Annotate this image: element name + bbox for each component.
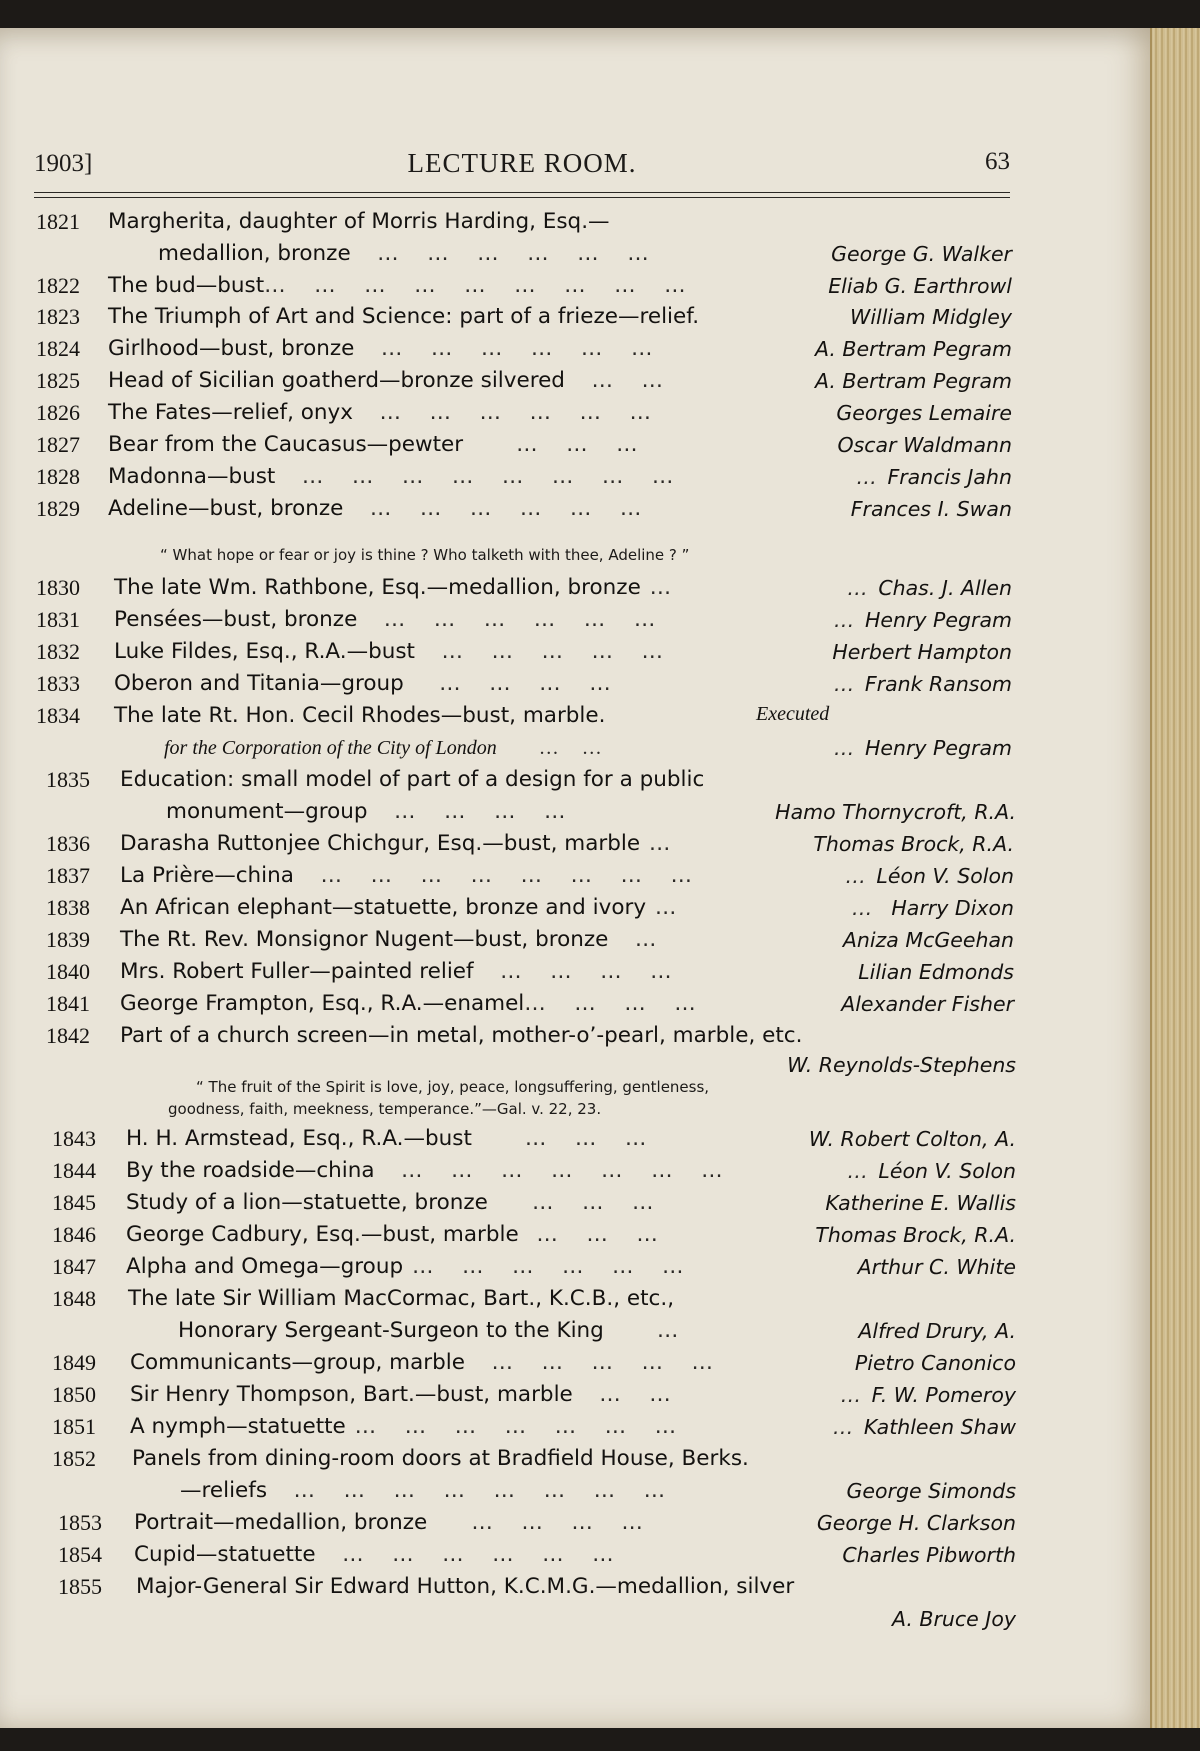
entry-artist: Eliab G. Earthrowl (828, 274, 1012, 298)
entry-artist: Lilian Edmonds (858, 960, 1014, 984)
entry-title: Study of a lion—statuette, bronze … … … (126, 1190, 656, 1215)
header-year: 1903] (34, 150, 93, 177)
page-number: 63 (985, 148, 1010, 175)
entry-title: The late Rt. Hon. Cecil Rhodes—bust, marble. (114, 703, 606, 728)
entry-artist: … Henry Pegram (833, 608, 1012, 632)
entry-artist: Charles Pibworth (842, 1543, 1016, 1567)
entry-number: 1842 (46, 1023, 90, 1048)
entry-title-continued: —reliefs … … … … … … … … (180, 1478, 668, 1503)
entry-number: 1821 (36, 209, 80, 234)
entry-quotation-continued: goodness, faith, meekness, temperance.”—Gal. v. 22, 23. (168, 1100, 602, 1118)
entry-artist: Pietro Canonico (854, 1351, 1016, 1375)
entry-number: 1839 (46, 927, 90, 952)
entry-artist: … Henry Pegram (833, 736, 1012, 760)
entry-title: Alpha and Omega—group … … … … … … (126, 1254, 686, 1279)
entry-title: H. H. Armstead, Esq., R.A.—bust … … … (126, 1126, 649, 1151)
entry-title: An African elephant—statuette, bronze and ivory … (120, 895, 679, 920)
entry-artist: … F. W. Pomeroy (840, 1383, 1016, 1407)
entry-number: 1834 (36, 703, 80, 728)
entry-title: Girlhood—bust, bronze … … … … … … (108, 336, 655, 361)
entry-title: Panels from dining-room doors at Bradfield House, Berks. (132, 1446, 749, 1471)
entry-title: Bear from the Caucasus—pewter … … … (108, 432, 640, 457)
entry-number: 1853 (58, 1510, 102, 1535)
entry-number: 1852 (52, 1446, 96, 1471)
entry-title: Oberon and Titania—group … … … … (114, 671, 613, 696)
entry-title-continued: for the Corporation of the City of London … … (164, 737, 604, 759)
entry-artist: … Frank Ransom (833, 672, 1012, 696)
entry-artist: A. Bertram Pegram (814, 337, 1012, 361)
entry-title: Major-General Sir Edward Hutton, K.C.M.G.—medallion, silver (136, 1574, 795, 1599)
entry-title: By the roadside—china … … … … … … … (126, 1158, 725, 1183)
entry-artist: George G. Walker (831, 242, 1012, 266)
entry-artist: Georges Lemaire (836, 401, 1012, 425)
entry-title-italic: Executed (756, 703, 830, 725)
entry-artist: Thomas Brock, R.A. (815, 1223, 1016, 1247)
entry-title: Darasha Ruttonjee Chichgur, Esq.—bust, marble … (120, 831, 673, 856)
entry-number: 1847 (52, 1254, 96, 1279)
entry-number: 1854 (58, 1542, 102, 1567)
entry-number: 1840 (46, 959, 90, 984)
entry-artist: … Harry Dixon (851, 896, 1014, 920)
entry-title-continued: medallion, bronze … … … … … … (158, 241, 651, 266)
entry-artist: A. Bertram Pegram (814, 369, 1012, 393)
entry-number: 1835 (46, 767, 90, 792)
entry-number: 1848 (52, 1286, 96, 1311)
entry-artist: Frances I. Swan (850, 497, 1012, 521)
entry-artist: W. Reynolds-Stephens (787, 1053, 1016, 1077)
catalogue-entries (0, 28, 1158, 1728)
entry-title: The Rt. Rev. Monsignor Nugent—bust, bronze … (120, 927, 659, 952)
entry-artist: Katherine E. Wallis (825, 1191, 1016, 1215)
entry-number: 1841 (46, 991, 90, 1016)
entry-title: Head of Sicilian goatherd—bronze silvered … … (108, 368, 665, 393)
entry-title: Communicants—group, marble … … … … … (130, 1350, 715, 1375)
page-title: LECTURE ROOM. (407, 148, 637, 178)
entry-title: The Fates—relief, onyx … … … … … … (108, 400, 654, 425)
entry-number: 1851 (52, 1414, 96, 1439)
book-page (0, 28, 1158, 1728)
entry-number: 1844 (52, 1158, 96, 1183)
entry-title-continued: monument—group … … … … (166, 799, 568, 824)
entry-title: Luke Fildes, Esq., R.A.—bust … … … … … (114, 639, 665, 664)
entry-artist: Arthur C. White (857, 1255, 1016, 1279)
entry-number: 1825 (36, 368, 80, 393)
entry-title: The bud—bust… … … … … … … … … (108, 273, 688, 298)
entry-number: 1838 (46, 895, 90, 920)
entry-quotation: “ The fruit of the Spirit is love, joy, peace, longsuffering, gentleness, (196, 1078, 710, 1096)
entry-number: 1823 (36, 304, 80, 329)
entry-title: The Triumph of Art and Science: part of a frieze—relief. (108, 304, 700, 329)
entry-number: 1824 (36, 336, 80, 361)
entry-number: 1833 (36, 671, 80, 696)
entry-number: 1845 (52, 1190, 96, 1215)
entry-title: La Prière—china … … … … … … … … (120, 863, 694, 888)
entry-title: A nymph—statuette … … … … … … … (130, 1414, 679, 1439)
entry-title: Cupid—statuette … … … … … … (134, 1542, 616, 1567)
page-edges (1150, 28, 1200, 1728)
entry-artist: W. Robert Colton, A. (808, 1127, 1016, 1151)
entry-title: The late Wm. Rathbone, Esq.—medallion, bronze … (114, 575, 674, 600)
entry-title: Mrs. Robert Fuller—painted relief … … … … (120, 959, 674, 984)
entry-artist: Oscar Waldmann (837, 433, 1012, 457)
entry-number: 1822 (36, 273, 80, 298)
entry-number: 1830 (36, 575, 80, 600)
entry-title: Margherita, daughter of Morris Harding, Esq.— (108, 209, 610, 234)
entry-title: Adeline—bust, bronze … … … … … … (108, 496, 644, 521)
entry-number: 1832 (36, 639, 80, 664)
entry-number: 1855 (58, 1574, 102, 1599)
entry-artist: … Kathleen Shaw (832, 1415, 1016, 1439)
entry-artist: Herbert Hampton (832, 640, 1012, 664)
entry-number: 1850 (52, 1382, 96, 1407)
entry-artist: William Midgley (850, 305, 1012, 329)
entry-artist: … Francis Jahn (856, 465, 1012, 489)
entry-title: The late Sir William MacCormac, Bart., K.C.B., etc., (128, 1286, 675, 1311)
entry-number: 1826 (36, 400, 80, 425)
entry-quotation: “ What hope or fear or joy is thine ? Who talketh with thee, Adeline ? ” (160, 546, 690, 564)
entry-title: Pensées—bust, bronze … … … … … … (114, 607, 658, 632)
entry-artist: … Chas. J. Allen (847, 576, 1012, 600)
entry-number: 1829 (36, 496, 80, 521)
entry-number: 1827 (36, 432, 80, 457)
entry-title: Part of a church screen—in metal, mother-o’-pearl, marble, etc. (120, 1023, 803, 1048)
entry-artist: Alexander Fisher (841, 992, 1014, 1016)
entry-artist: Hamo Thornycroft, R.A. (775, 800, 1016, 824)
entry-number: 1837 (46, 863, 90, 888)
entry-number: 1836 (46, 831, 90, 856)
entry-artist: Alfred Drury, A. (858, 1319, 1016, 1343)
entry-title: George Cadbury, Esq.—bust, marble … … … (126, 1222, 660, 1247)
entry-number: 1843 (52, 1126, 96, 1151)
entry-number: 1831 (36, 607, 80, 632)
entry-artist: Thomas Brock, R.A. (813, 832, 1014, 856)
entry-artist: A. Bruce Joy (891, 1607, 1016, 1631)
entry-title: Education: small model of part of a design for a public (120, 767, 705, 792)
entry-number: 1828 (36, 464, 80, 489)
entry-artist: … Léon V. Solon (847, 1159, 1016, 1183)
entry-artist: … Léon V. Solon (845, 864, 1014, 888)
entry-title: Sir Henry Thompson, Bart.—bust, marble … … (130, 1382, 673, 1407)
entry-artist: George Simonds (846, 1479, 1016, 1503)
entry-title-continued: Honorary Sergeant-Surgeon to the King … (178, 1318, 681, 1343)
entry-number: 1846 (52, 1222, 96, 1247)
entry-title: George Frampton, Esq., R.A.—enamel… … … … (120, 991, 698, 1016)
entry-artist: George H. Clarkson (816, 1511, 1016, 1535)
entry-title: Madonna—bust … … … … … … … … (108, 464, 676, 489)
entry-number: 1849 (52, 1350, 96, 1375)
entry-title: Portrait—medallion, bronze … … … … (134, 1510, 645, 1535)
entry-artist: Aniza McGeehan (842, 928, 1014, 952)
